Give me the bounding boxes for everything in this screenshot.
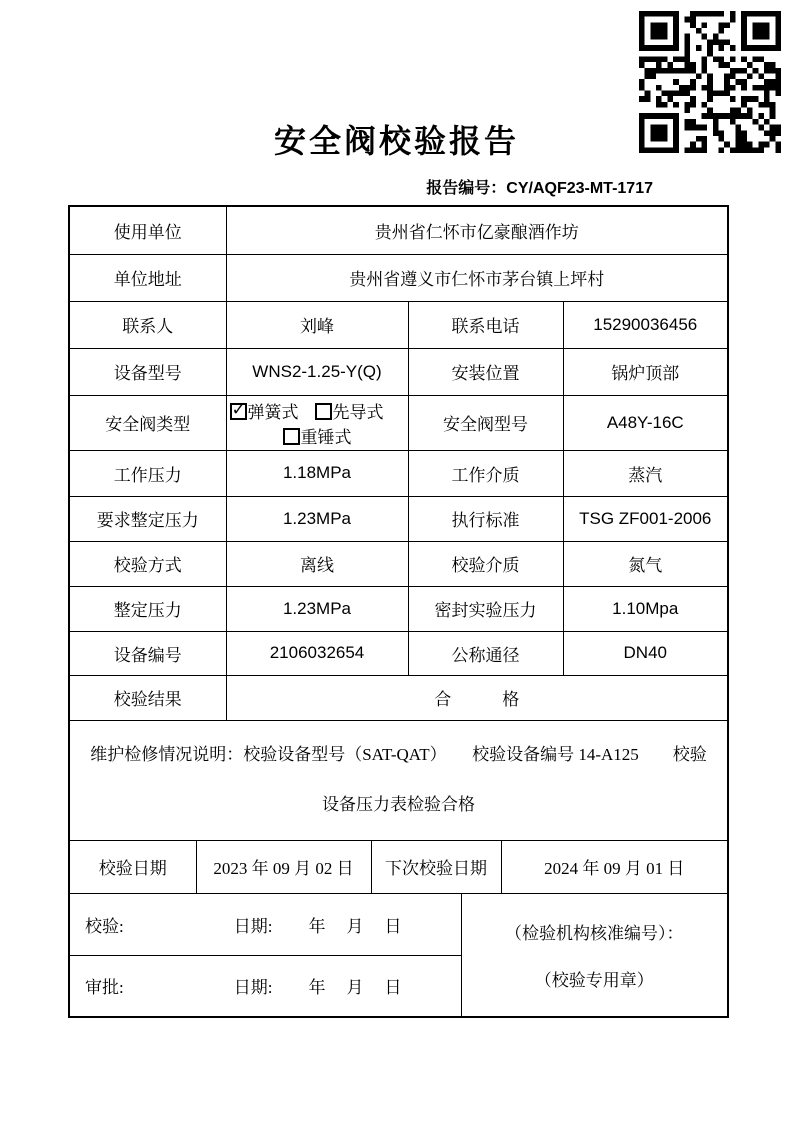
sign-approval-ymd: 年 月 日 [308, 978, 404, 998]
row-set-pressure [69, 586, 728, 631]
contact-phone-value: 15290036456 [563, 301, 728, 348]
seal-test-pressure-value: 1.10Mpa [563, 586, 728, 631]
stamp-approval-no: （检验机构核准编号）： [505, 923, 684, 943]
result-label: 校验结果 [69, 675, 226, 720]
calibration-medium-label: 校验介质 [408, 541, 563, 586]
sign-calibration-label: 校验: [85, 916, 124, 936]
maintenance-note [69, 720, 728, 840]
calibration-method-value: 离线 [226, 541, 408, 586]
report-table [68, 205, 729, 1018]
row-required-set-pressure [69, 496, 728, 541]
working-pressure-label: 工作压力 [69, 450, 226, 496]
valve-type-options [226, 395, 408, 450]
report-number-label: 报告编号： [426, 180, 507, 197]
use-unit-value: 贵州省仁怀市亿豪酿酒作坊 [226, 206, 728, 254]
calibration-medium-value: 氮气 [563, 541, 728, 586]
row-device-model [69, 348, 728, 395]
valve-type-label: 安全阀类型 [69, 395, 226, 450]
next-calibration-date-label: 下次校验日期 [371, 840, 501, 893]
sign-approval-label: 审批: [85, 978, 124, 998]
install-position-label: 安装位置 [408, 348, 563, 395]
sign-calibration-row [73, 912, 458, 937]
valve-model-label: 安全阀型号 [408, 395, 563, 450]
seal-test-pressure-label: 密封实验压力 [408, 586, 563, 631]
required-set-pressure-label: 要求整定压力 [69, 496, 226, 541]
row-contact [69, 301, 728, 348]
sign-approval-row [73, 973, 458, 998]
valve-type-option-spring: 弹簧式 [247, 402, 299, 422]
valve-type-line1 [230, 398, 405, 423]
row-working-pressure [69, 450, 728, 496]
working-medium-label: 工作介质 [408, 450, 563, 496]
working-pressure-value: 1.18MPa [226, 450, 408, 496]
install-position-value: 锅炉顶部 [563, 348, 728, 395]
contact-phone-label: 联系电话 [408, 301, 563, 348]
working-medium-value: 蒸汽 [563, 450, 728, 496]
report-number-value: CY/AQF23-MT-1717 [506, 180, 653, 197]
row-sign-calibration [69, 893, 728, 955]
sign-approval-cell [69, 955, 461, 1017]
checkbox-weight-icon [283, 428, 300, 445]
standard-value: TSG ZF001-2006 [563, 496, 728, 541]
stamp-special-seal: （校验专用章） [534, 970, 654, 990]
result-value: 合 格 [226, 675, 728, 720]
row-calibration-method [69, 541, 728, 586]
maintenance-note-line1: 维护检修情况说明：校验设备型号（SAT-QAT） 校验设备编号 14-A125 校验 [90, 745, 707, 764]
device-model-value: WNS2-1.25-Y(Q) [226, 348, 408, 395]
qr-code-icon [639, 11, 781, 153]
maintenance-note-line2: 设备压力表检验合格 [322, 795, 475, 814]
required-set-pressure-value: 1.23MPa [226, 496, 408, 541]
contact-label: 联系人 [69, 301, 226, 348]
stamp-cell [461, 893, 728, 1017]
next-calibration-date-value: 2024 年 09 月 01 日 [501, 840, 728, 893]
use-unit-label: 使用单位 [69, 206, 226, 254]
device-no-value: 2106032654 [226, 631, 408, 675]
unit-address-value: 贵州省遵义市仁怀市茅台镇上坪村 [226, 254, 728, 301]
sign-calibration-cell [69, 893, 461, 955]
device-model-label: 设备型号 [69, 348, 226, 395]
row-unit-address [69, 254, 728, 301]
checkbox-pilot-icon [315, 403, 332, 420]
unit-address-label: 单位地址 [69, 254, 226, 301]
row-maintenance-note [69, 720, 728, 840]
calibration-date-label: 校验日期 [69, 840, 196, 893]
device-no-label: 设备编号 [69, 631, 226, 675]
set-pressure-value: 1.23MPa [226, 586, 408, 631]
calibration-method-label: 校验方式 [69, 541, 226, 586]
valve-type-option-pilot: 先导式 [332, 402, 384, 422]
sign-calibration-date-label: 日期: [233, 916, 273, 936]
row-valve-type [69, 395, 728, 450]
row-result [69, 675, 728, 720]
row-use-unit [69, 206, 728, 254]
row-device-no [69, 631, 728, 675]
valve-type-line2 [230, 423, 405, 448]
set-pressure-label: 整定压力 [69, 586, 226, 631]
checkbox-spring-checked-icon [230, 403, 247, 420]
calibration-date-value: 2023 年 09 月 02 日 [196, 840, 371, 893]
sign-approval-date-label: 日期: [233, 978, 273, 998]
sign-calibration-ymd: 年 月 日 [308, 916, 404, 936]
row-calibration-date [69, 840, 728, 893]
nominal-diameter-label: 公称通径 [408, 631, 563, 675]
valve-model-value: A48Y-16C [563, 395, 728, 450]
nominal-diameter-value: DN40 [563, 631, 728, 675]
report-number [426, 175, 653, 198]
valve-type-option-weight: 重锤式 [300, 427, 352, 447]
contact-value: 刘峰 [226, 301, 408, 348]
standard-label: 执行标准 [408, 496, 563, 541]
page-title: 安全阀校验报告 [273, 123, 519, 159]
